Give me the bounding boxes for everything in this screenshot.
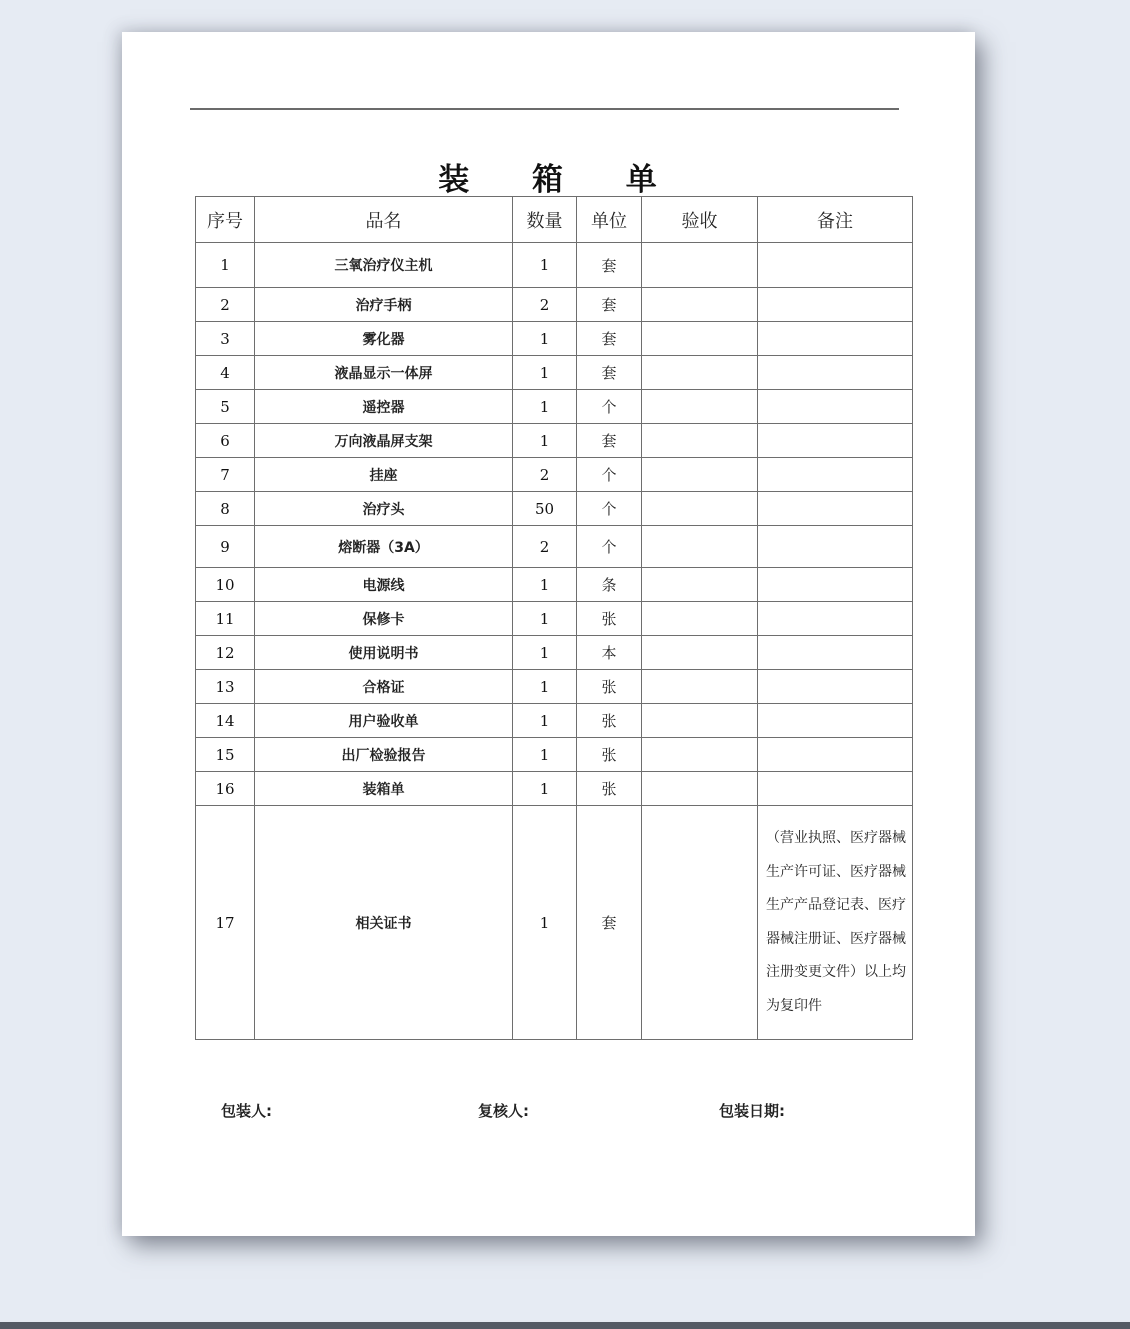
table-row [196, 772, 913, 806]
cell-check[interactable] [642, 568, 758, 602]
cell-unit: 张 [577, 602, 642, 636]
cell-name: 熔断器（3A） [255, 526, 513, 568]
packer-label: 包装人: [221, 1102, 272, 1120]
cell-unit: 套 [577, 288, 642, 322]
cell-remark[interactable] [758, 322, 913, 356]
cell-remark[interactable] [758, 704, 913, 738]
table-header-row [196, 197, 913, 243]
cell-name: 保修卡 [255, 602, 513, 636]
table-row [196, 288, 913, 322]
cell-check[interactable] [642, 806, 758, 1040]
cell-remark[interactable] [758, 568, 913, 602]
cell-name: 遥控器 [255, 390, 513, 424]
cell-name: 三氧治疗仪主机 [255, 243, 513, 288]
cell-no: 7 [196, 458, 255, 492]
cell-check[interactable] [642, 458, 758, 492]
cell-unit: 套 [577, 806, 642, 1040]
cell-no: 5 [196, 390, 255, 424]
pack-date-label: 包装日期: [719, 1102, 785, 1120]
table-row [196, 322, 913, 356]
cell-remark[interactable] [758, 602, 913, 636]
cell-qty: 50 [513, 492, 577, 526]
cell-name: 万向液晶屏支架 [255, 424, 513, 458]
cell-check[interactable] [642, 288, 758, 322]
cell-unit: 张 [577, 704, 642, 738]
cell-qty: 2 [513, 458, 577, 492]
cell-qty: 1 [513, 738, 577, 772]
cell-remark[interactable] [758, 390, 913, 424]
header-unit: 单位 [577, 197, 642, 243]
header-no: 序号 [196, 197, 255, 243]
cell-qty: 1 [513, 602, 577, 636]
cell-remark[interactable] [758, 772, 913, 806]
cell-remark[interactable] [758, 458, 913, 492]
cell-no: 3 [196, 322, 255, 356]
cell-unit: 张 [577, 670, 642, 704]
cell-check[interactable] [642, 636, 758, 670]
cell-name: 装箱单 [255, 772, 513, 806]
cell-remark[interactable] [758, 288, 913, 322]
cell-unit: 个 [577, 526, 642, 568]
cell-no: 2 [196, 288, 255, 322]
title-char: 装 [438, 162, 472, 198]
cell-qty: 1 [513, 424, 577, 458]
cell-check[interactable] [642, 492, 758, 526]
table-row [196, 738, 913, 772]
document-title [122, 154, 975, 199]
cell-no: 9 [196, 526, 255, 568]
packing-list-table [195, 196, 913, 1040]
cell-qty: 1 [513, 772, 577, 806]
cell-no: 10 [196, 568, 255, 602]
cell-qty: 1 [513, 806, 577, 1040]
header-check: 验收 [642, 197, 758, 243]
cell-qty: 1 [513, 390, 577, 424]
header-qty: 数量 [513, 197, 577, 243]
cell-qty: 1 [513, 243, 577, 288]
cell-no: 8 [196, 492, 255, 526]
cell-remark[interactable] [758, 526, 913, 568]
cell-remark[interactable] [758, 492, 913, 526]
cell-remark[interactable] [758, 356, 913, 390]
cell-name: 治疗手柄 [255, 288, 513, 322]
cell-unit: 个 [577, 492, 642, 526]
table-row [196, 704, 913, 738]
cell-qty: 1 [513, 636, 577, 670]
table-row [196, 568, 913, 602]
cell-unit: 张 [577, 772, 642, 806]
cell-no: 12 [196, 636, 255, 670]
cell-remark: （营业执照、医疗器械生产许可证、医疗器械生产产品登记表、医疗器械注册证、医疗器械注册变更文件）以上均为复印件 [758, 806, 913, 1040]
cell-name: 液晶显示一体屏 [255, 356, 513, 390]
reviewer-label: 复核人: [478, 1102, 529, 1120]
cell-unit: 个 [577, 458, 642, 492]
cell-qty: 1 [513, 568, 577, 602]
table-row [196, 602, 913, 636]
table-row [196, 356, 913, 390]
cell-remark[interactable] [758, 738, 913, 772]
cell-name: 出厂检验报告 [255, 738, 513, 772]
cell-qty: 2 [513, 288, 577, 322]
cell-name: 相关证书 [255, 806, 513, 1040]
header-name: 品名 [255, 197, 513, 243]
cell-name: 治疗头 [255, 492, 513, 526]
cell-no: 11 [196, 602, 255, 636]
cell-remark[interactable] [758, 670, 913, 704]
cell-qty: 1 [513, 356, 577, 390]
table-row [196, 458, 913, 492]
bottom-bar [0, 1322, 1130, 1329]
cell-check[interactable] [642, 602, 758, 636]
cell-no: 14 [196, 704, 255, 738]
cell-no: 13 [196, 670, 255, 704]
cell-qty: 1 [513, 322, 577, 356]
table-row [196, 526, 913, 568]
table-row [196, 492, 913, 526]
cell-qty: 1 [513, 704, 577, 738]
cell-name: 用户验收单 [255, 704, 513, 738]
cell-name: 使用说明书 [255, 636, 513, 670]
cell-check[interactable] [642, 738, 758, 772]
header-remark: 备注 [758, 197, 913, 243]
cell-unit: 套 [577, 424, 642, 458]
cell-remark[interactable] [758, 243, 913, 288]
cell-check[interactable] [642, 322, 758, 356]
cell-no: 15 [196, 738, 255, 772]
cell-name: 电源线 [255, 568, 513, 602]
cell-unit: 条 [577, 568, 642, 602]
table-row [196, 243, 913, 288]
cell-check[interactable] [642, 526, 758, 568]
table-row [196, 424, 913, 458]
cell-unit: 张 [577, 738, 642, 772]
cell-no: 4 [196, 356, 255, 390]
title-char: 单 [625, 162, 659, 198]
cell-no: 1 [196, 243, 255, 288]
cell-qty: 1 [513, 670, 577, 704]
cell-name: 合格证 [255, 670, 513, 704]
cell-remark[interactable] [758, 636, 913, 670]
cell-unit: 本 [577, 636, 642, 670]
cell-name: 雾化器 [255, 322, 513, 356]
cell-check[interactable] [642, 390, 758, 424]
title-char: 箱 [532, 162, 565, 198]
document-page [122, 32, 975, 1236]
cell-name: 挂座 [255, 458, 513, 492]
cell-no: 16 [196, 772, 255, 806]
cell-check[interactable] [642, 424, 758, 458]
cell-check[interactable] [642, 243, 758, 288]
cell-qty: 2 [513, 526, 577, 568]
cell-remark[interactable] [758, 424, 913, 458]
table-row [196, 636, 913, 670]
table-row [196, 806, 913, 1040]
cell-check[interactable] [642, 772, 758, 806]
cell-check[interactable] [642, 356, 758, 390]
table-row [196, 390, 913, 424]
cell-no: 6 [196, 424, 255, 458]
cell-no: 17 [196, 806, 255, 1040]
table-row [196, 670, 913, 704]
cell-unit: 套 [577, 243, 642, 288]
header-rule [190, 108, 899, 110]
cell-check[interactable] [642, 704, 758, 738]
cell-check[interactable] [642, 670, 758, 704]
cell-unit: 个 [577, 390, 642, 424]
cell-unit: 套 [577, 322, 642, 356]
cell-unit: 套 [577, 356, 642, 390]
